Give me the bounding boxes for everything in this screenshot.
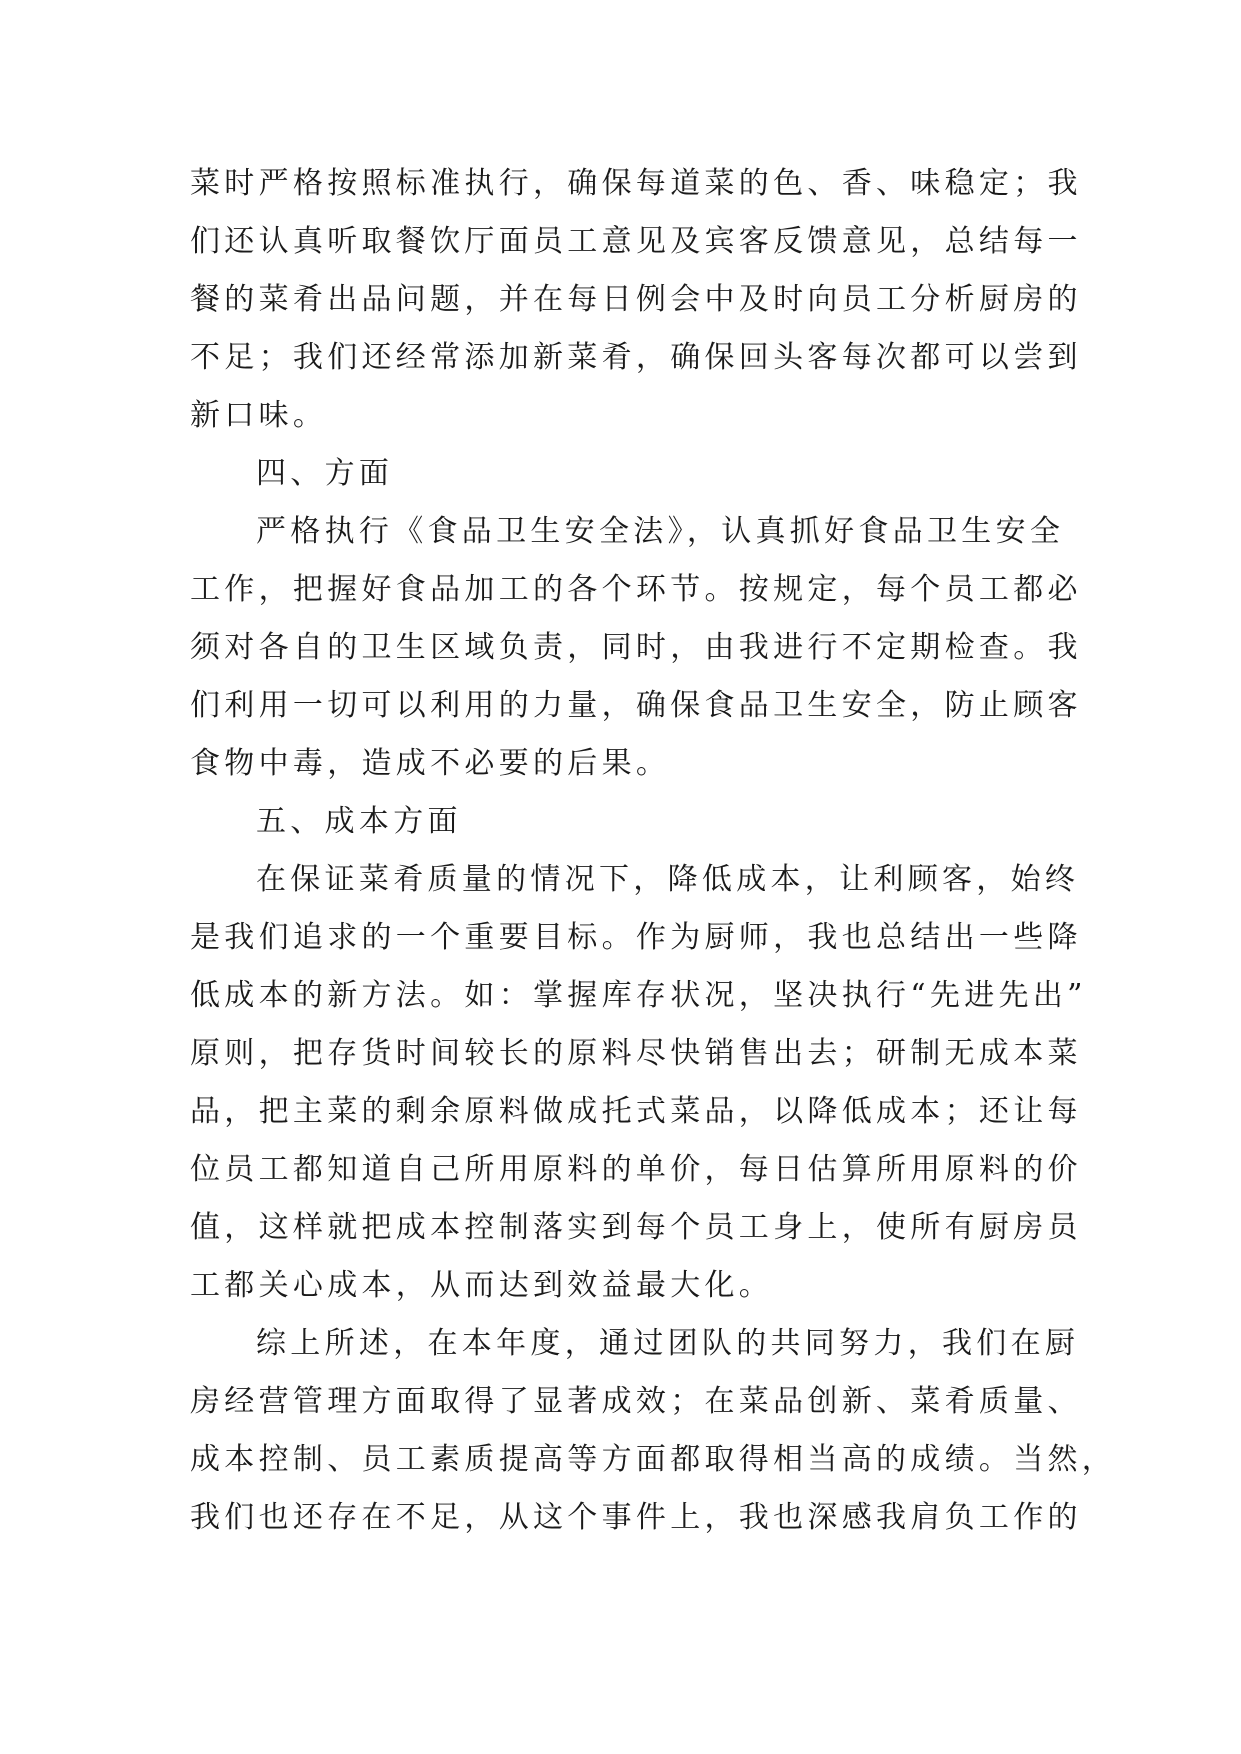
text-line: 餐的菜肴出品问题，并在每日例会中及时向员工分析厨房的 <box>190 282 1082 317</box>
text-line: 们利用一切可以利用的力量，确保食品卫生安全，防止顾客 <box>190 688 1082 723</box>
section-heading-4: 四、方面 <box>256 456 394 491</box>
text-line: 食物中毒，造成不必要的后果。 <box>190 746 671 781</box>
text-line: 位员工都知道自己所用原料的单价，每日估算所用原料的价 <box>190 1152 1082 1187</box>
text-line: 在保证菜肴质量的情况下，降低成本，让利顾客，始终 <box>256 862 1080 897</box>
text-line: 菜时严格按照标准执行，确保每道菜的色、香、味稳定；我 <box>190 166 1082 201</box>
document-body <box>190 155 1117 1547</box>
text-line: 是我们追求的一个重要目标。作为厨师，我也总结出一些降 <box>190 920 1082 955</box>
text-line: 不足；我们还经常添加新菜肴，确保回头客每次都可以尝到 <box>190 340 1082 375</box>
text-line: 值，这样就把成本控制落实到每个员工身上，使所有厨房员 <box>190 1210 1082 1245</box>
text-line: 须对各自的卫生区域负责，同时，由我进行不定期检查。我 <box>190 630 1082 665</box>
text-line: 房经营管理方面取得了显著成效；在菜品创新、菜肴质量、 <box>190 1384 1082 1419</box>
text-line: 工作，把握好食品加工的各个环节。按规定，每个员工都必 <box>190 572 1082 607</box>
text-line: 成本控制、员工素质提高等方面都取得相当高的成绩。当然， <box>190 1442 1117 1477</box>
text-line: 工都关心成本，从而达到效益最大化。 <box>190 1268 774 1303</box>
text-line: 原则，把存货时间较长的原料尽快销售出去；研制无成本菜 <box>190 1036 1082 1071</box>
text-line: 严格执行《食品卫生安全法》，认真抓好食品卫生安全 <box>256 514 1065 549</box>
text-line: 新口味。 <box>190 398 328 433</box>
text-line: 品，把主菜的剩余原料做成托式菜品，以降低成本；还让每 <box>190 1094 1082 1129</box>
text-line: 低成本的新方法。如：掌握库存状况，坚决执行“先进先出” <box>190 978 1087 1013</box>
section-heading-5: 五、成本方面 <box>256 804 462 839</box>
text-line: 综上所述，在本年度，通过团队的共同努力，我们在厨 <box>256 1326 1080 1361</box>
text-line: 们还认真听取餐饮厅面员工意见及宾客反馈意见，总结每一 <box>190 224 1082 259</box>
text-line: 我们也还存在不足，从这个事件上，我也深感我肩负工作的 <box>190 1500 1082 1535</box>
